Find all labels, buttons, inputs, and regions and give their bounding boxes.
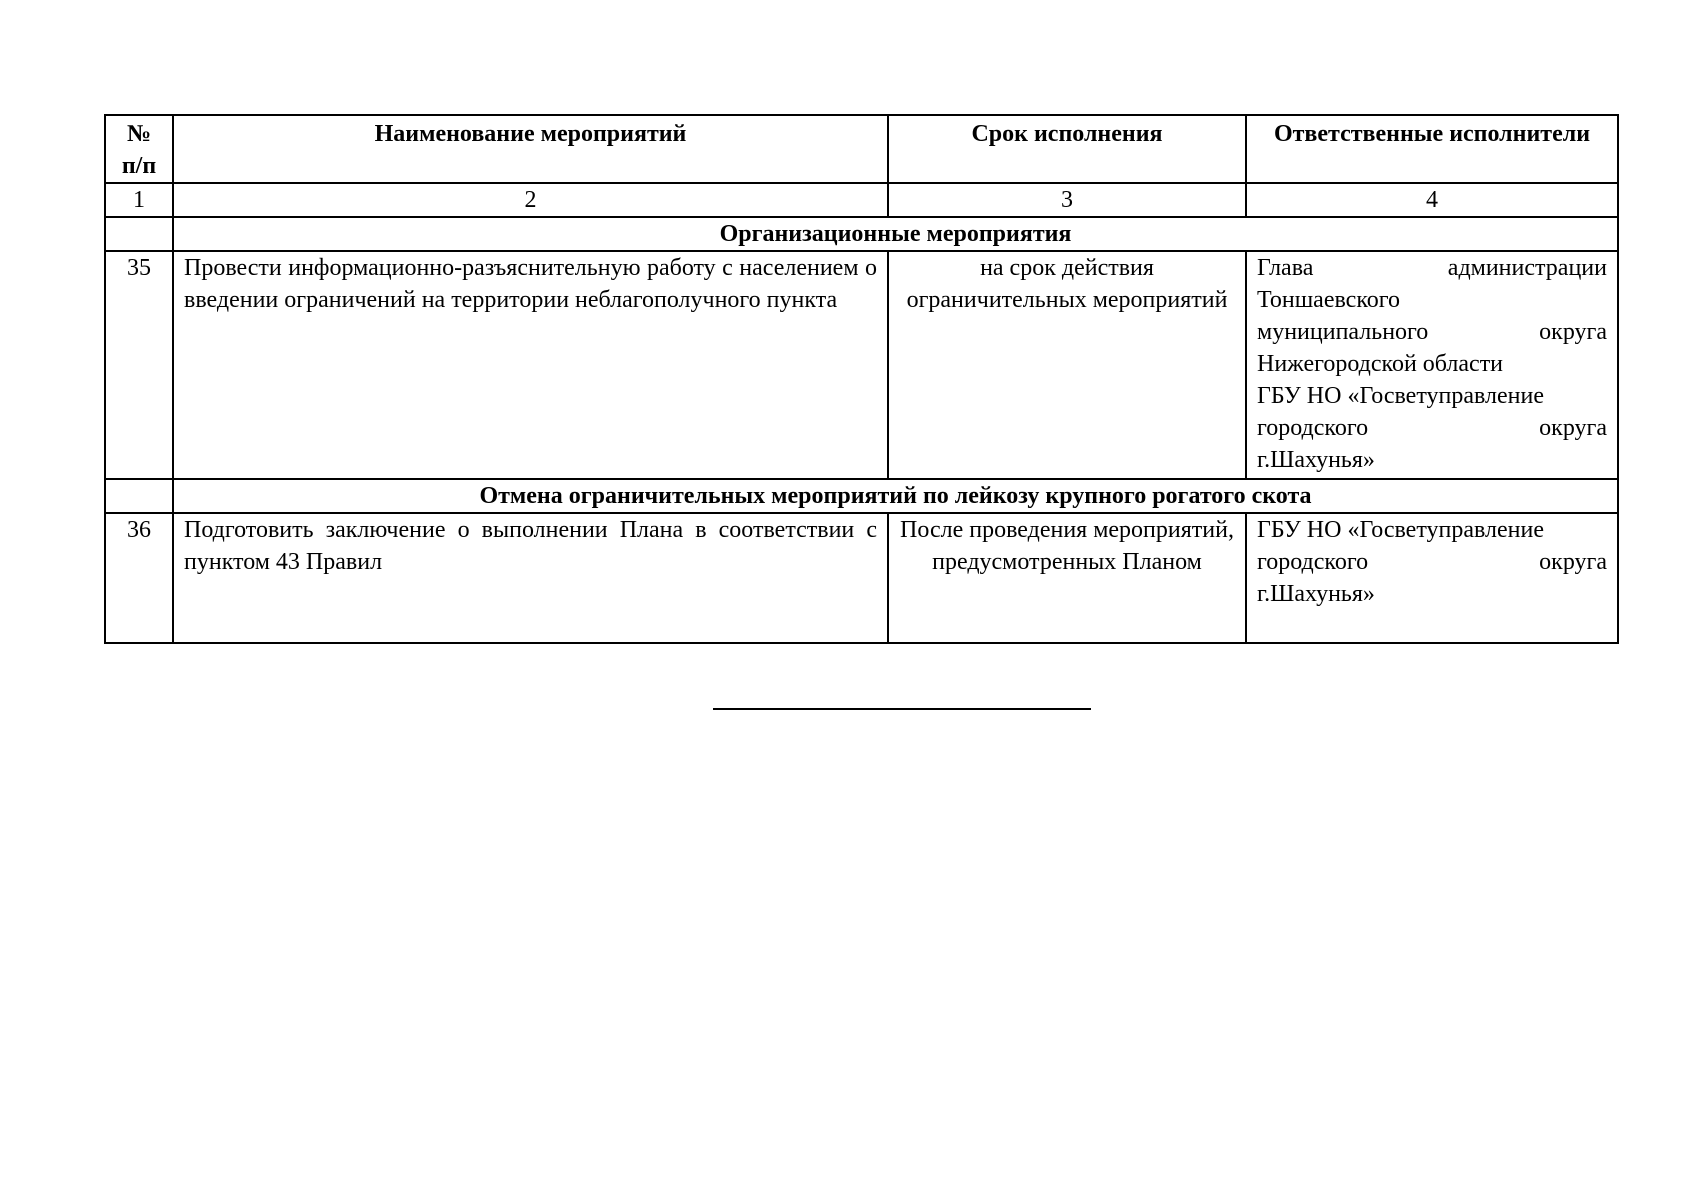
responsible-line: Нижегородской области — [1257, 351, 1504, 377]
section-title: Организационные мероприятия — [173, 217, 1618, 251]
header-deadline: Срок исполнения — [888, 115, 1246, 183]
row-num: 36 — [105, 513, 173, 643]
header-name: Наименование мероприятий — [173, 115, 888, 183]
column-number: 4 — [1246, 183, 1618, 217]
row-deadline: на срок действия ограничительных мероприятий — [888, 251, 1246, 479]
responsible-line: Тоншаевского — [1257, 287, 1401, 313]
section-title: Отмена ограничительных мероприятий по лейкозу крупного рогатого скота — [173, 479, 1618, 513]
responsible-line: г.Шахунья» — [1257, 581, 1375, 607]
measures-table — [104, 114, 1619, 644]
responsible-line: ГБУ НО «Госветуправление — [1257, 517, 1544, 543]
closing-rule — [713, 708, 1091, 710]
column-number: 2 — [173, 183, 888, 217]
responsible-line: Глава администрации — [1257, 255, 1607, 281]
row-responsible — [1246, 513, 1618, 643]
row-deadline: После проведения мероприятий, предусмотренных Планом — [888, 513, 1246, 643]
table-header-row — [105, 115, 1618, 183]
table-row — [105, 513, 1618, 643]
section-num-cell — [105, 479, 173, 513]
column-number: 3 — [888, 183, 1246, 217]
section-row — [105, 217, 1618, 251]
row-num: 35 — [105, 251, 173, 479]
section-row — [105, 479, 1618, 513]
column-number: 1 — [105, 183, 173, 217]
table-row — [105, 251, 1618, 479]
responsible-line: г.Шахунья» — [1257, 447, 1375, 473]
row-responsible — [1246, 251, 1618, 479]
row-name: Подготовить заключение о выполнении Плана в соответствии с пунктом 43 Правил — [173, 513, 888, 643]
responsible-line: ГБУ НО «Госветуправление — [1257, 383, 1544, 409]
header-responsible: Ответственные исполнители — [1246, 115, 1618, 183]
section-num-cell — [105, 217, 173, 251]
column-numbers-row — [105, 183, 1618, 217]
row-name: Провести информационно-разъяснительную работу с населением о введении ограничений на территории неблагополучного пункта — [173, 251, 888, 479]
responsible-line: муниципального округа — [1257, 319, 1607, 345]
responsible-line: городского округа — [1257, 415, 1607, 441]
header-num: № п/п — [105, 115, 173, 183]
responsible-line: городского округа — [1257, 549, 1607, 575]
